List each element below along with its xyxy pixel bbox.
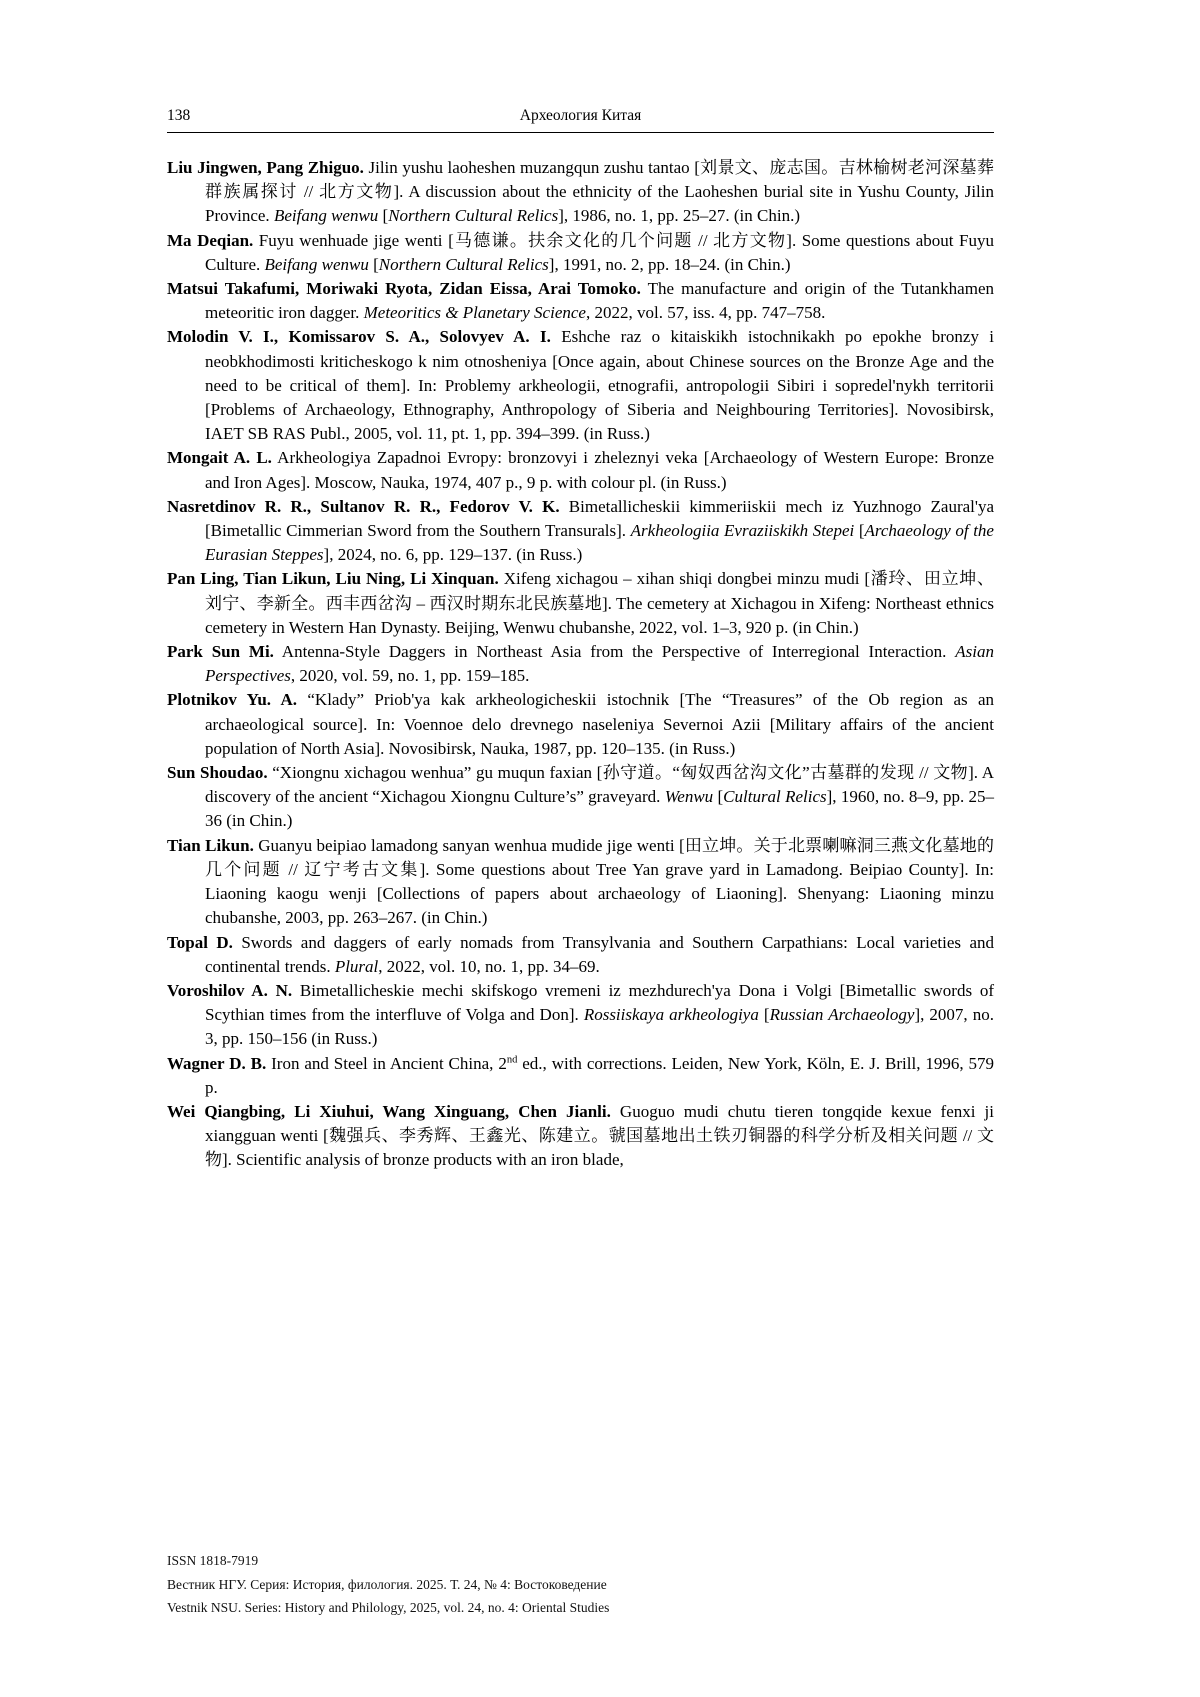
reference-text: Xifeng xichagou – xihan shiqi dongbei minzu mudi [潘玲、田立坤、刘宁、李新全。西丰西岔沟 – 西汉时期东北民族墓地]. The cemetery at Xichagou in Xifeng: Northeast ethnics cemetery in Western Han Dynasty. Beijing, Wenwu chubanshe, 2022, vol. 1–3, 920 p. (in Chin.): [205, 569, 994, 637]
reference-text: “Klady” Priob'ya kak arkheologicheskii istochnik [The “Treasures” of the Ob region as an archaeological source]. In: Voennoe delo drevnego naseleniya Severnoi Azii [Military affairs of the ancient population of North Asia]. Novosibirsk, Nauka, 1987, pp. 120–135. (in Russ.): [205, 690, 995, 758]
reference-text: , 2020, vol. 59, no. 1, pp. 159–185.: [290, 666, 530, 686]
reference-entry: [167, 931, 994, 979]
reference-text: Cultural Relics: [723, 787, 827, 807]
reference-entry: [167, 446, 994, 494]
journal-info-en: Vestnik NSU. Series: History and Philology, 2025, vol. 24, no. 4: Oriental Studies: [167, 1600, 610, 1615]
reference-text: Plural: [334, 956, 379, 976]
reference-text: , 2022, vol. 10, no. 1, pp. 34–69.: [378, 956, 600, 976]
reference-text: [: [758, 1005, 770, 1025]
reference-text: Jilin yushu laoheshen muzangqun zushu tantao [刘景文、庞志国。吉林榆树老河深墓葬群族属探讨 // 北方文物]. A discussion about the ethnicity of the Laoheshen burial site in Yushu County, Jilin Province.: [205, 158, 994, 226]
reference-entry: [167, 688, 994, 761]
reference-text: ], 1986, no. 1, pp. 25–27. (in Chin.): [558, 206, 800, 226]
reference-entry: [167, 325, 994, 446]
references-list: [167, 156, 994, 1173]
reference-entry: [167, 834, 994, 931]
reference-text: ], 2007, no. 3, pp. 150–156 (in Russ.): [205, 1005, 994, 1049]
reference-entry: [167, 156, 994, 229]
reference-text: Pan Ling, Tian Likun, Liu Ning, Li Xinquan.: [167, 569, 499, 589]
reference-text: [: [713, 787, 724, 807]
reference-text: Bimetallicheskii kimmeriiskii mech iz Yuzhnogo Zaural'ya [Bimetallic Cimmerian Sword from the Southern Transurals].: [205, 496, 994, 541]
reference-text: Wenwu: [664, 787, 714, 807]
reference-entry: [167, 1100, 994, 1173]
issn-line: ISSN 1818-7919: [167, 1553, 259, 1568]
reference-text: Topal D.: [167, 932, 233, 952]
reference-entry: [167, 277, 994, 325]
reference-text: ], 1960, no. 8–9, pp. 25–36 (in Chin.): [205, 787, 995, 831]
reference-text: Ma Deqian.: [167, 230, 254, 250]
reference-text: Bimetallicheskie mechi skifskogo vremeni iz mezhdurech'ya Dona i Volgi [Bimetallic swords of Scythian times from the interfluve of Volga and Don].: [205, 980, 994, 1025]
reference-text: “Xiongnu xichagou wenhua” gu muqun faxian [孙守道。“匈奴西岔沟文化”古墓群的发现 // 文物]. A discovery of the ancient “Xichagou Xiongnu Culture’s” graveyard.: [205, 763, 994, 807]
reference-text: [: [378, 206, 389, 226]
page-footer: [167, 1549, 994, 1620]
reference-text: Wagner D. B.: [167, 1053, 267, 1073]
reference-text: Nasretdinov R. R., Sultanov R. R., Fedorov V. K.: [167, 496, 560, 516]
reference-text: nd: [506, 1053, 518, 1065]
reference-text: Tian Likun.: [167, 835, 254, 855]
reference-entry: [167, 1052, 994, 1100]
reference-text: Meteoritics & Planetary Science: [363, 303, 586, 323]
page-number: 138: [167, 107, 191, 124]
reference-text: Fuyu wenhuade jige wenti [马德谦。扶余文化的几个问题 // 北方文物]. Some questions about Fuyu Culture.: [205, 230, 994, 274]
running-header: [167, 106, 994, 133]
reference-text: Molodin V. I., Komissarov S. A., Solovyev A. I.: [167, 327, 551, 347]
reference-text: Rossiiskaya arkheologiya: [583, 1005, 759, 1025]
reference-text: Matsui Takafumi, Moriwaki Ryota, Zidan Eissa, Arai Tomoko.: [167, 279, 641, 299]
reference-entry: [167, 761, 994, 834]
reference-text: Asian Perspectives: [205, 642, 994, 686]
reference-text: ], 1991, no. 2, pp. 18–24. (in Chin.): [548, 254, 791, 274]
reference-text: Guanyu beipiao lamadong sanyan wenhua mudide jige wenti [田立坤。关于北票喇嘛洞三燕文化墓地的几个问题 // 辽宁考古文集]. Some questions about Tree Yan grave yard in Lamadong. Beipiao County]. In: Liaoning kaogu wenji [Collections of papers about archaeology of Liaoning]. Shenyang: Liaoning minzu chubanshe, 2003, pp. 263–267. (in Chin.): [205, 835, 994, 928]
reference-text: Antenna-Style Daggers in Northeast Asia from the Perspective of Interregional Interaction.: [273, 642, 956, 662]
reference-text: , 2022, vol. 57, iss. 4, pp. 747–758.: [585, 303, 826, 323]
reference-text: Swords and daggers of early nomads from Transylvania and Southern Carpathians: Local varieties and continental trends.: [205, 932, 994, 976]
reference-text: Sun Shoudao.: [167, 763, 268, 783]
reference-text: Arkheologiya Zapadnoi Evropy: bronzovyi i zheleznyi veka [Archaeology of Western Europe: Bronze and Iron Ages]. Moscow, Nauka, 1974, 407 p., 9 p. with colour pl. (in Russ.): [205, 448, 995, 492]
reference-text: Mongait A. L.: [167, 448, 272, 468]
reference-text: Liu Jingwen, Pang Zhiguo.: [167, 158, 364, 177]
reference-text: Voroshilov A. N.: [167, 980, 293, 1000]
reference-text: Eshche raz o kitaiskikh istochnikakh po epokhe bronzy i neobkhodimosti kriticheskogo k nim otnosheniya [Once again, about Chinese sources on the Bronze Age and the need to be critical of them]. In: Problemy arkheologii, etnografii, antropologii Sibiri i sopredel'nykh territorii [Problems of Archaeology, Ethnography, Anthropology of Siberia and Neighbouring Territories]. Novosibirsk, IAET SB RAS Publ., 2005, vol. 11, pt. 1, pp. 394–399. (in Russ.): [205, 327, 995, 444]
reference-text: [: [368, 254, 379, 274]
reference-text: Archaeology of the Eurasian Steppes: [205, 521, 994, 565]
reference-text: Plotnikov Yu. A.: [167, 690, 298, 710]
running-title: Археология Китая: [519, 107, 642, 124]
journal-info-ru: Вестник НГУ. Серия: История, филология. 2025. Т. 24, № 4: Востоковедение: [167, 1576, 607, 1592]
reference-text: Guoguo mudi chutu tieren tongqide kexue fenxi ji xiangguan wenti [魏强兵、李秀辉、王鑫光、陈建立。虢国墓地出土铁刃铜器的科学分析及相关问题 // 文物]. Scientific analysis of bronze products with an iron blade,: [205, 1101, 994, 1170]
reference-text: Iron and Steel in Ancient China, 2: [266, 1053, 507, 1073]
reference-text: Northern Cultural Relics: [388, 206, 559, 226]
reference-text: Wei Qiangbing, Li Xiuhui, Wang Xinguang, Chen Jianli.: [167, 1101, 611, 1121]
reference-text: Northern Cultural Relics: [378, 254, 549, 274]
reference-text: Park Sun Mi.: [167, 642, 274, 662]
reference-text: ed., with corrections. Leiden, New York, Köln, E. J. Brill, 1996, 579 p.: [205, 1053, 994, 1097]
reference-text: [: [854, 521, 865, 541]
reference-text: Arkheologiia Evraziiskikh Stepei: [630, 521, 855, 541]
reference-text: Russian Archaeology: [769, 1005, 915, 1025]
reference-text: Beifang wenwu: [264, 254, 369, 274]
reference-entry: [167, 567, 994, 640]
reference-entry: [167, 640, 994, 688]
reference-text: Beifang wenwu: [273, 206, 379, 226]
reference-text: ], 2024, no. 6, pp. 129–137. (in Russ.): [323, 545, 583, 565]
reference-entry: [167, 979, 994, 1052]
reference-entry: [167, 229, 994, 277]
reference-text: The manufacture and origin of the Tutankhamen meteoritic iron dagger.: [205, 279, 994, 323]
reference-entry: [167, 495, 994, 568]
